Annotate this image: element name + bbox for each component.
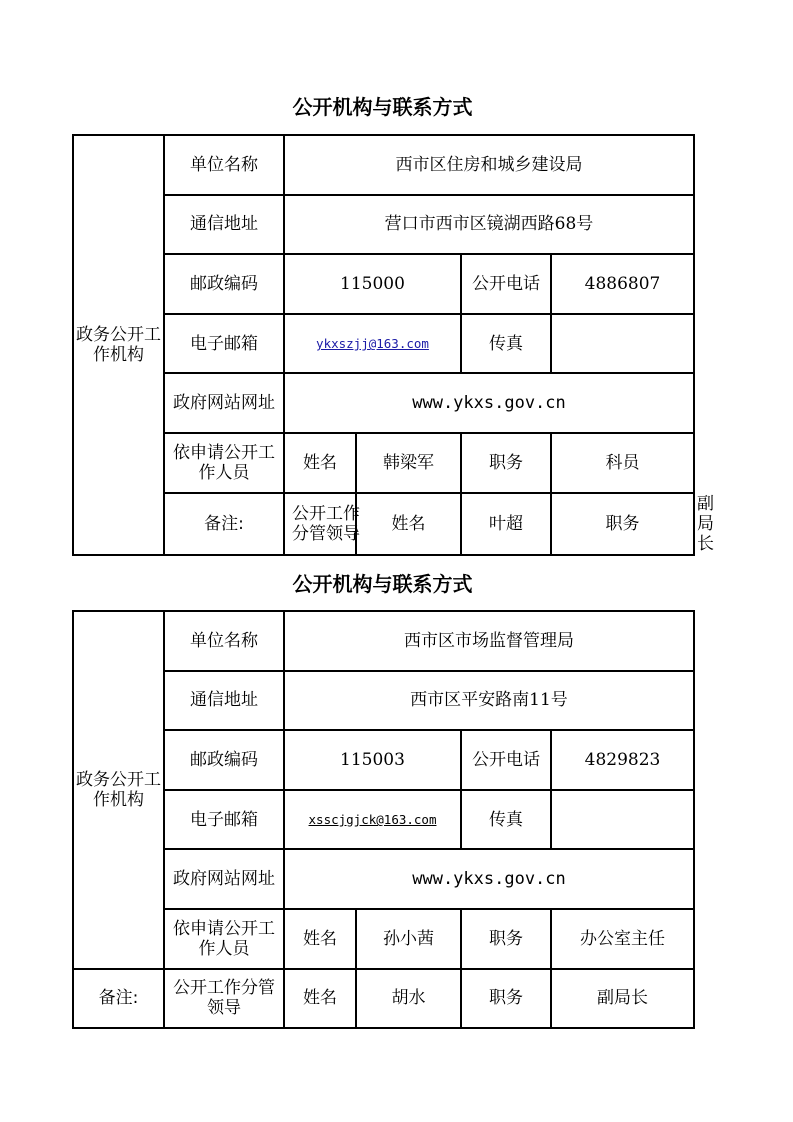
- email-link[interactable]: xsscjgjck@163.com: [308, 812, 437, 828]
- label-staff-position: 职务: [461, 909, 551, 969]
- label-phone: 公开电话: [461, 254, 551, 314]
- value-postcode: 115000: [284, 254, 461, 314]
- value-staff-name: 孙小茜: [356, 909, 461, 969]
- section-title: 公开机构与联系方式: [292, 95, 473, 119]
- label-staff: 依申请公开工作人员: [164, 433, 284, 493]
- contact-table: [72, 610, 695, 1029]
- label-website: 政府网站网址: [164, 373, 284, 433]
- email-link[interactable]: ykxszjj@163.com: [316, 336, 429, 352]
- label-leader-position: 职务: [551, 493, 694, 555]
- label-postcode: 邮政编码: [164, 254, 284, 314]
- label-unit-name: 单位名称: [164, 135, 284, 195]
- label-unit-name: 单位名称: [164, 611, 284, 671]
- label-address: 通信地址: [164, 671, 284, 731]
- label-email: 电子邮箱: [164, 790, 284, 850]
- label-email: 电子邮箱: [164, 314, 284, 374]
- value-leader-name: 叶超: [461, 493, 551, 555]
- value-phone: 4886807: [551, 254, 694, 314]
- value-leader-position: 副局长: [551, 969, 694, 1029]
- side-label: 政务公开工作机构: [73, 135, 164, 555]
- label-staff-name: 姓名: [284, 909, 356, 969]
- value-phone: 4829823: [551, 730, 694, 790]
- value-unit-name: 西市区住房和城乡建设局: [284, 135, 694, 195]
- label-staff: 依申请公开工作人员: [164, 909, 284, 969]
- value-staff-position: 科员: [551, 433, 694, 493]
- label-staff-name: 姓名: [284, 433, 356, 493]
- value-address: 营口市西市区镜湖西路68号: [284, 195, 694, 255]
- label-leader-name: 姓名: [284, 969, 356, 1029]
- side-label: 政务公开工作机构: [73, 611, 164, 969]
- label-postcode: 邮政编码: [164, 730, 284, 790]
- value-postcode: 115003: [284, 730, 461, 790]
- value-staff-name: 韩梁军: [356, 433, 461, 493]
- label-fax: 传真: [461, 790, 551, 850]
- value-address: 西市区平安路南11号: [284, 671, 694, 731]
- section-title: 公开机构与联系方式: [292, 572, 473, 596]
- value-staff-position: 办公室主任: [551, 909, 694, 969]
- value-fax: [551, 314, 694, 374]
- value-leader-name: 胡水: [356, 969, 461, 1029]
- label-leader-text: 公开工作分管领导: [292, 503, 360, 544]
- label-leader-position: 职务: [461, 969, 551, 1029]
- label-leader-name: 姓名: [356, 493, 461, 555]
- label-address: 通信地址: [164, 195, 284, 255]
- value-unit-name: 西市区市场监督管理局: [284, 611, 694, 671]
- value-email-cell: [284, 790, 461, 850]
- label-note: 备注:: [164, 493, 284, 555]
- label-website: 政府网站网址: [164, 849, 284, 909]
- label-note: 备注:: [73, 969, 164, 1029]
- label-phone: 公开电话: [461, 730, 551, 790]
- label-fax: 传真: [461, 314, 551, 374]
- value-email-cell: [284, 314, 461, 374]
- label-leader: [284, 493, 360, 555]
- value-fax: [551, 790, 694, 850]
- label-staff-position: 职务: [461, 433, 551, 493]
- label-leader: 公开工作分管领导: [164, 969, 284, 1029]
- value-website: www.ykxs.gov.cn: [284, 373, 694, 433]
- value-website: www.ykxs.gov.cn: [284, 849, 694, 909]
- contact-table: 政务公开工作机构 单位名称 西市区住房和城乡建设局 通信地址 营口市西市区镜湖西路68号 邮政编码 115000 公开电话 4886807 电子邮箱 ykxszjj@163.com 传真 政府网站网址 www.ykxs.gov.cn 依申请公开工作人员 姓名 韩梁军 职务 科员 备注: 公开工作分管领导 姓名 叶超 职务 副局长: [72, 134, 695, 556]
